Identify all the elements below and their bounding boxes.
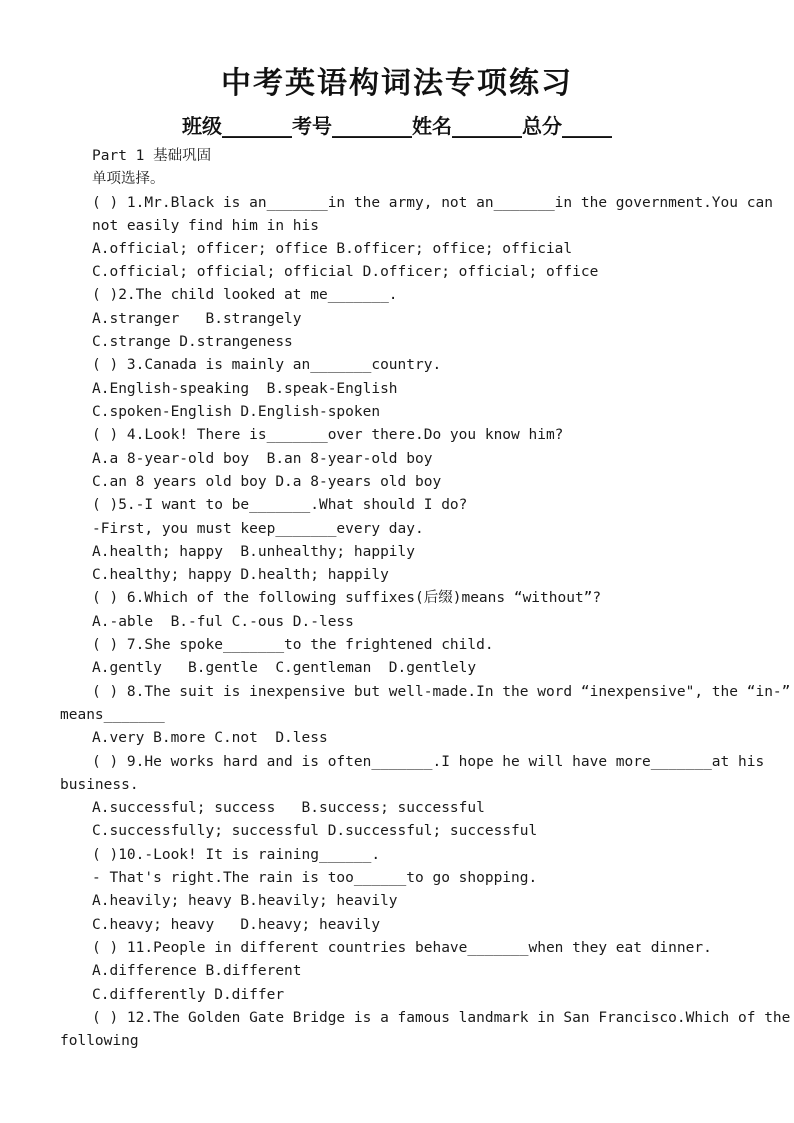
text-line: A.successful; success B.success; successful bbox=[92, 800, 485, 816]
text-line: ( ) 3.Canada is mainly an_______country. bbox=[92, 357, 442, 373]
text-line: A.official; officer; office B.officer; office; official bbox=[92, 241, 573, 257]
text-line: business. bbox=[60, 777, 139, 793]
text-line: C.strange D.strangeness bbox=[92, 334, 293, 350]
text-line: A.stranger B.strangely bbox=[92, 311, 302, 327]
text-line: C.heavy; heavy D.heavy; heavily bbox=[92, 917, 381, 933]
text-line: A.English-speaking B.speak-English bbox=[92, 381, 398, 397]
text-line: A.difference B.different bbox=[92, 963, 302, 979]
text-line: ( ) 9.He works hard and is often_______.I hope he will have more_______at his bbox=[92, 754, 765, 770]
text-line: A.-able B.-ful C.-ous D.-less bbox=[92, 614, 354, 630]
text-line: ( ) 12.The Golden Gate Bridge is a famous landmark in San Francisco.Which of the bbox=[92, 1010, 791, 1026]
text-line: A.health; happy B.unhealthy; happily bbox=[92, 544, 416, 560]
text-line: means_______ bbox=[60, 707, 165, 723]
text-line: ( )10.-Look! It is raining______. bbox=[92, 847, 381, 863]
text-line: A.gently B.gentle C.gentleman D.gentlely bbox=[92, 660, 477, 676]
text-line: C.healthy; happy D.health; happily bbox=[92, 567, 389, 583]
student-info-line: 班级_______考号________姓名_______总分_____ bbox=[182, 114, 612, 138]
text-line: ( ) 4.Look! There is_______over there.Do you know him? bbox=[92, 427, 564, 443]
text-line: C.an 8 years old boy D.a 8-years old boy bbox=[92, 474, 442, 490]
text-line: - That's right.The rain is too______to go shopping. bbox=[92, 870, 538, 886]
text-line: A.a 8-year-old boy B.an 8-year-old boy bbox=[92, 451, 433, 467]
text-line: ( ) 11.People in different countries behave_______when they eat dinner. bbox=[92, 940, 712, 956]
text-line: C.successfully; successful D.successful; successful bbox=[92, 823, 538, 839]
text-line: -First, you must keep_______every day. bbox=[92, 521, 424, 537]
text-line: ( )5.-I want to be_______.What should I do? bbox=[92, 497, 468, 513]
text-line: Part 1 基础巩固 bbox=[92, 148, 212, 164]
text-line: ( ) 6.Which of the following suffixes(后缀)means “without”? bbox=[92, 590, 602, 606]
text-line: ( ) 7.She spoke_______to the frightened child. bbox=[92, 637, 494, 653]
text-line: following bbox=[60, 1033, 139, 1049]
text-line: ( ) 1.Mr.Black is an_______in the army, not an_______in the government.You can bbox=[92, 195, 773, 211]
text-line: ( )2.The child looked at me_______. bbox=[92, 287, 398, 303]
page-title: 中考英语构词法专项练习 bbox=[221, 66, 573, 101]
text-line: A.heavily; heavy B.heavily; heavily bbox=[92, 893, 398, 909]
text-line: not easily find him in his bbox=[92, 218, 319, 234]
text-line: C.official; official; official D.officer; official; office bbox=[92, 264, 599, 280]
text-line: ( ) 8.The suit is inexpensive but well-made.In the word “inexpensive", the “in-” bbox=[92, 684, 791, 700]
text-line: 单项选择。 bbox=[92, 171, 165, 187]
text-line: C.spoken-English D.English-spoken bbox=[92, 404, 381, 420]
text-line: A.very B.more C.not D.less bbox=[92, 730, 328, 746]
text-line: C.differently D.differ bbox=[92, 987, 285, 1003]
